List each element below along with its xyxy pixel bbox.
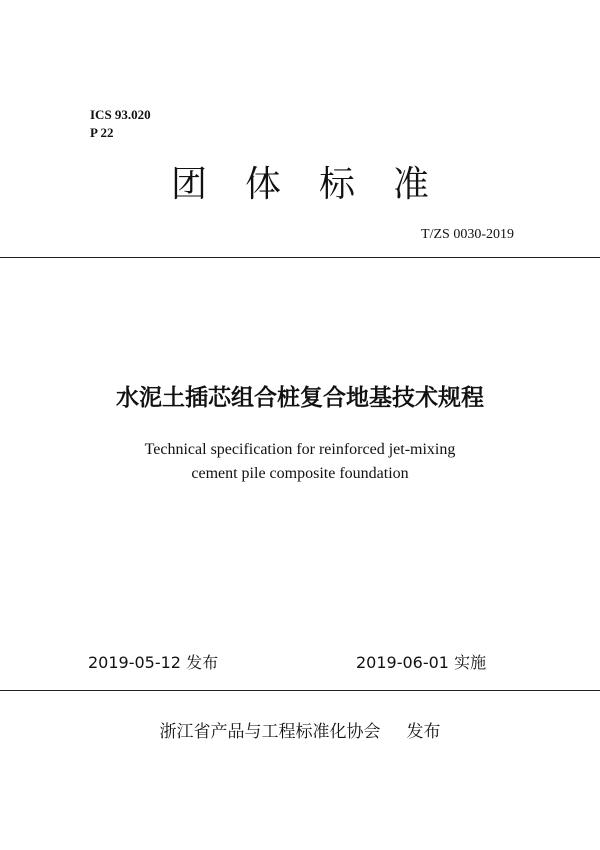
publisher-name: 浙江省产品与工程标准化协会 [159,722,381,742]
publish-date: 2019-05-12 发布 [88,653,219,672]
english-title-line-1: Technical specification for reinforced jet-mixing [144,441,456,458]
ics-code: ICS 93.020 [90,107,151,122]
standard-number: T/ZS 0030-2019 [421,227,514,242]
ccs-code: P 22 [90,125,114,140]
classification-codes [90,106,151,142]
document-title-english [0,438,600,486]
implementation-date: 2019-06-01 实施 [356,653,487,672]
bottom-divider [0,690,600,691]
publisher-line [0,720,600,744]
english-title-line-2: cement pile composite foundation [191,465,409,482]
publisher-action: 发布 [406,722,441,742]
document-title-chinese: 水泥土插芯组合桩复合地基技术规程 [116,384,484,411]
top-divider [0,257,600,258]
standard-type-heading: 团体标准 [170,164,467,205]
